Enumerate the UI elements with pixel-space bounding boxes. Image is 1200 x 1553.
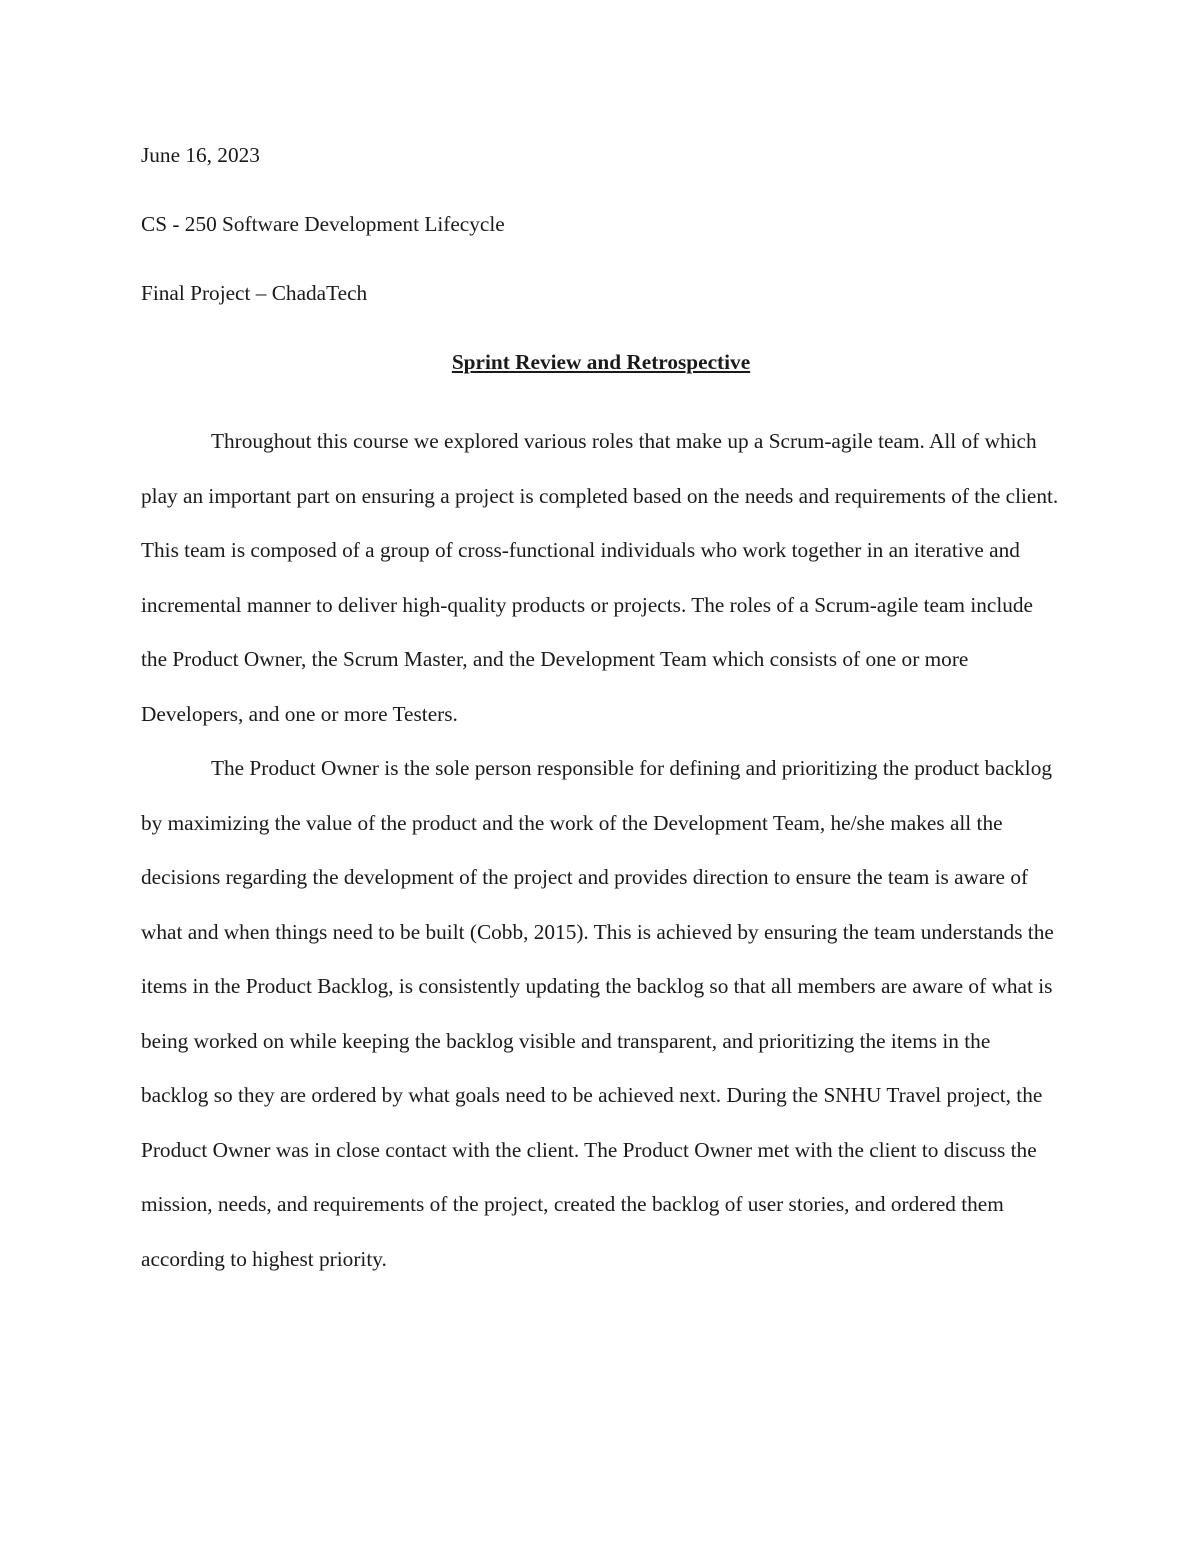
- document-title: Sprint Review and Retrospective: [451, 350, 751, 374]
- paragraph: The Product Owner is the sole person responsible for defining and prioritizing the product backlog by maximizing the value of the product and the work of the Development Team, he/she makes all the decisions regarding the development of the project and provides direction to ensure the team is aware of what and when things need to be built (Cobb, 2015). This is achieved by ensuring the team understands the items in the Product Backlog, is consistently updating the backlog so that all members are aware of what is being worked on while keeping the backlog visible and transparent, and prioritizing the items in the backlog so they are ordered by what goals need to be achieved next. During the SNHU Travel project, the Product Owner was in close contact with the client. The Product Owner met with the client to discuss the mission, needs, and requirements of the project, created the backlog of user stories, and ordered them according to highest priority.: [141, 756, 1054, 1271]
- project-line: Final Project – ChadaTech: [141, 281, 368, 305]
- paragraph: Throughout this course we explored various roles that make up a Scrum-agile team. All of which play an important part on ensuring a project is completed based on the needs and requirements of the client. This team is composed of a group of cross-functional individuals who work together in an iterative and incremental manner to deliver high-quality products or projects. The roles of a Scrum-agile team include the Product Owner, the Scrum Master, and the Development Team which consists of one or more Developers, and one or more Testers.: [141, 429, 1059, 726]
- course-line: CS - 250 Software Development Lifecycle: [141, 212, 505, 236]
- document-body: [141, 138, 1061, 1286]
- date-line: June 16, 2023: [141, 143, 260, 167]
